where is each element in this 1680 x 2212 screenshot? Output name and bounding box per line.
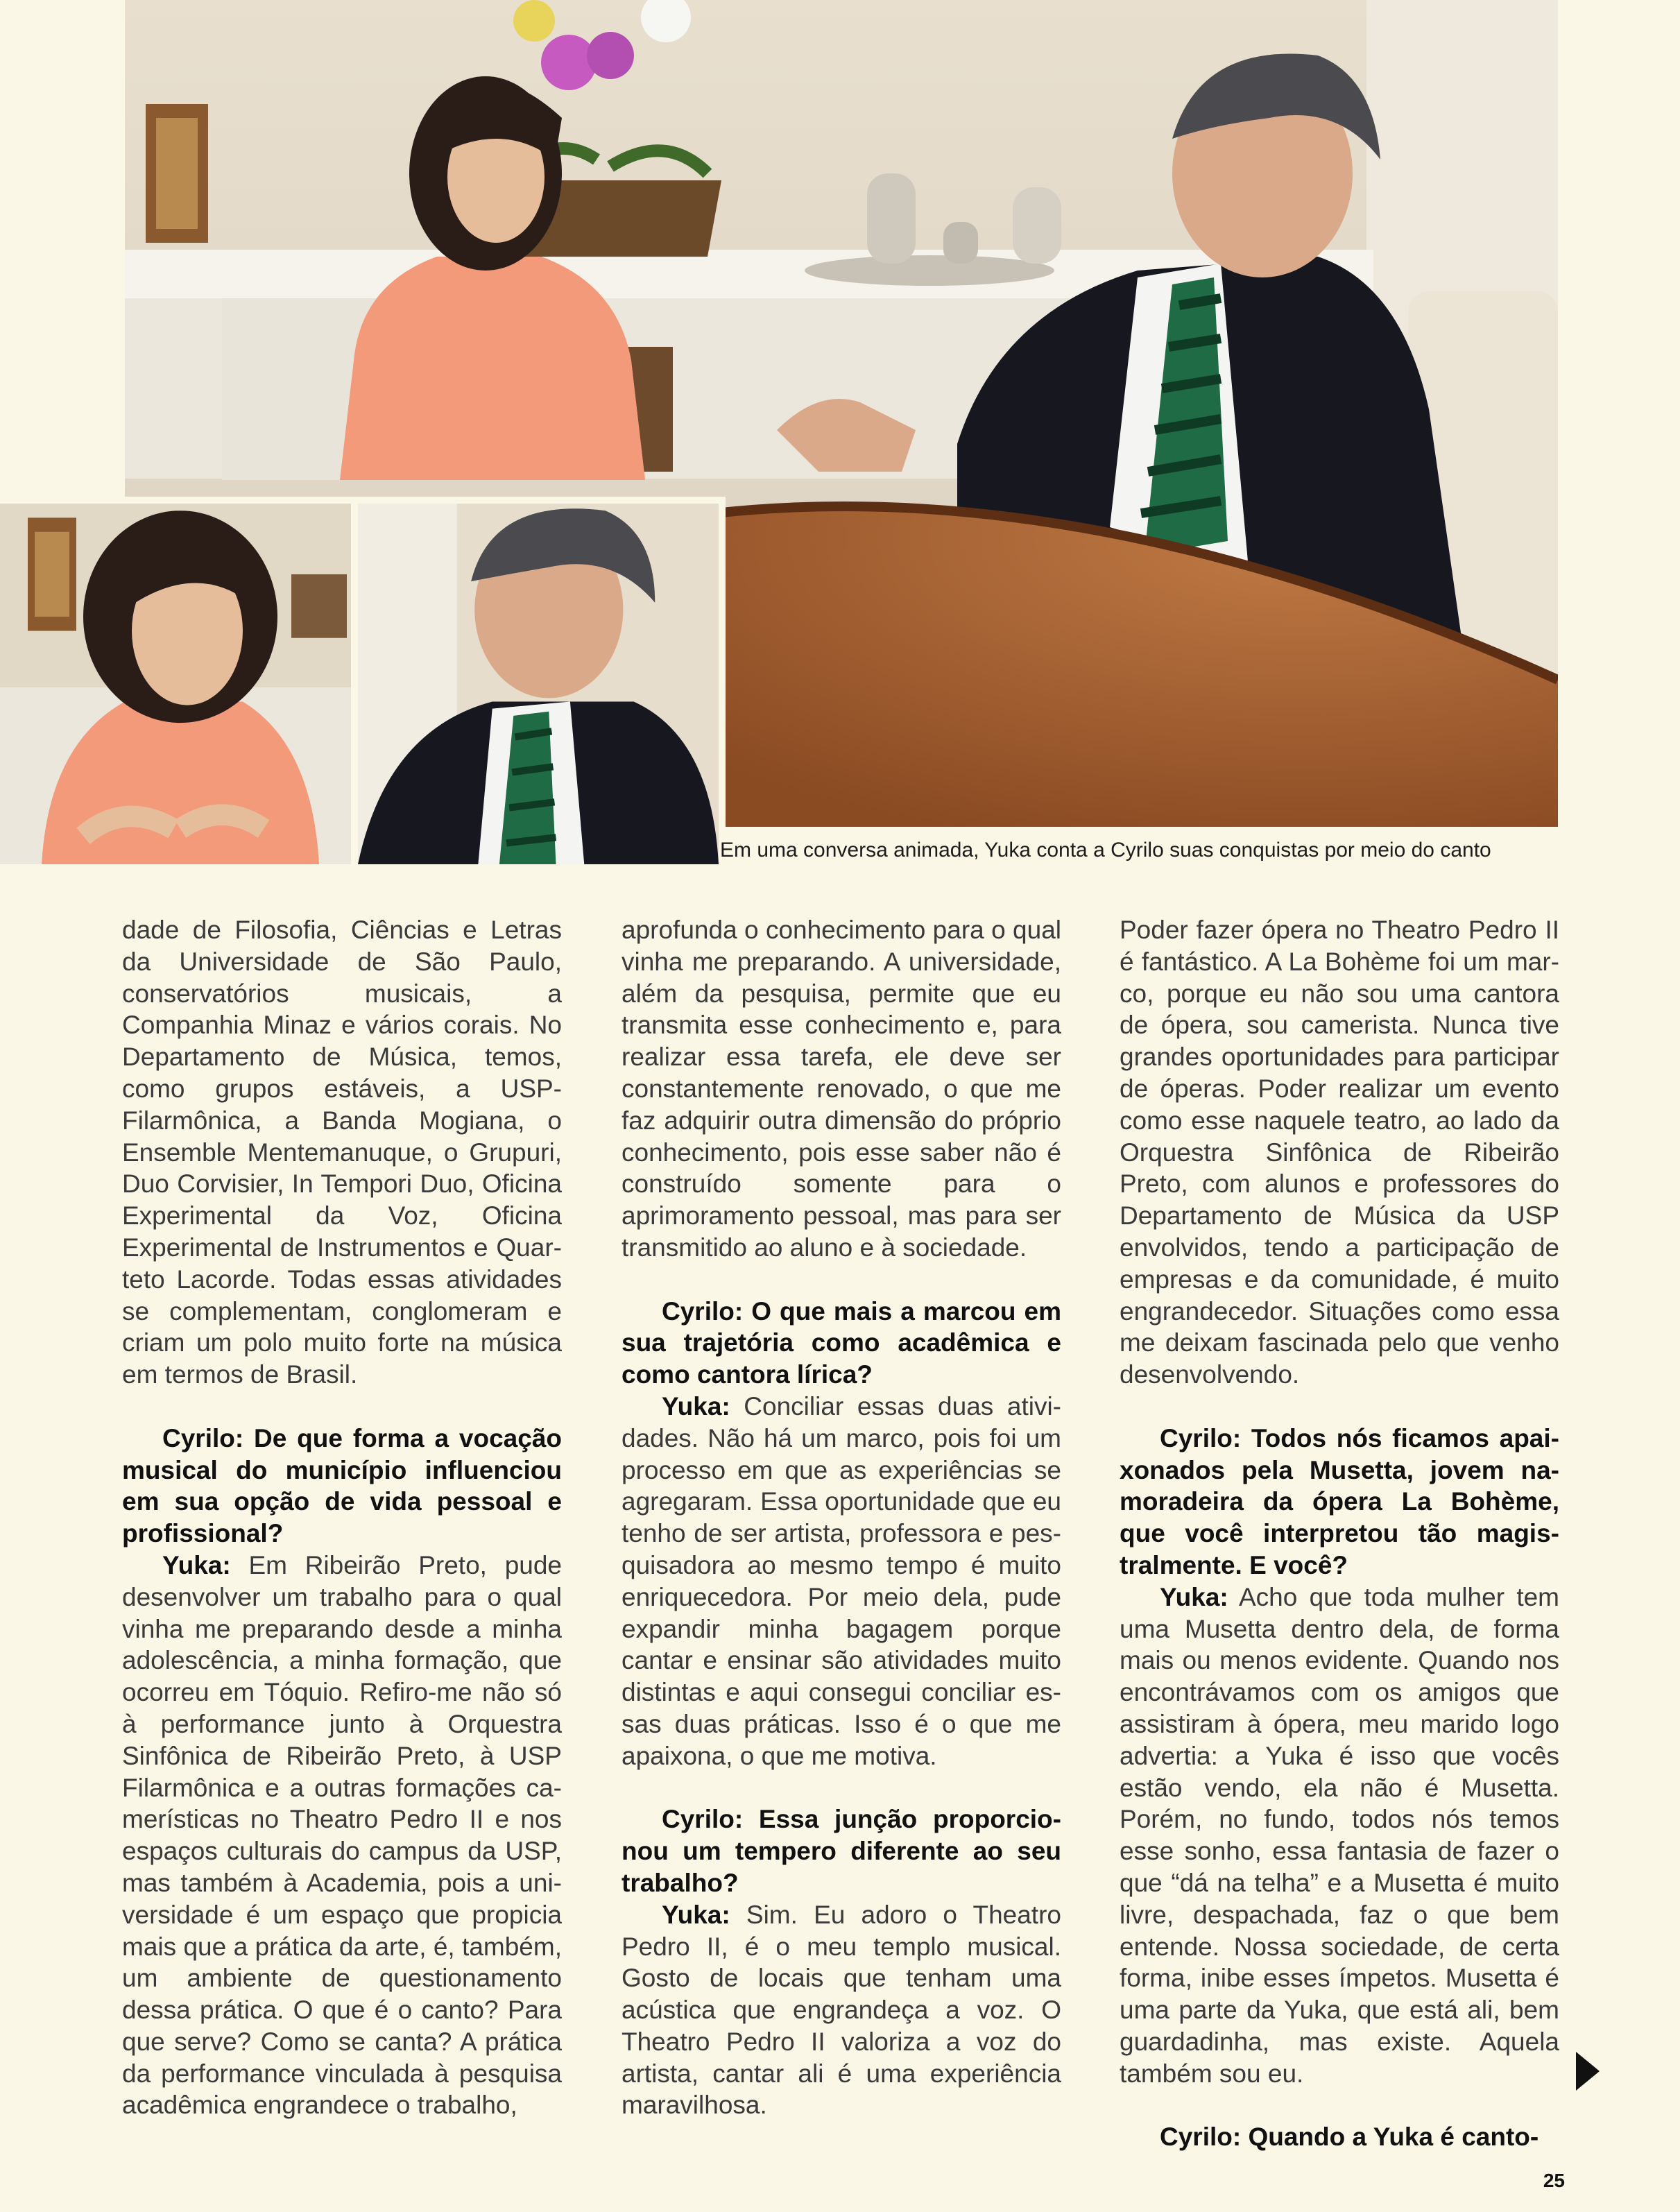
answer [622,1391,1061,1772]
speaker-label: Yuka: [1160,1582,1228,1611]
question: Cyrilo: Quando a Yuka é canto- [1160,2123,1539,2152]
question: Cyrilo: Essa junção proporcionou um tempero diferente ao seu trabalho? [622,1805,1061,1897]
paragraph: aprofunda o conhecimento para o qual vinha me preparando. A universidade, além da pesquisa, permite que eu transmita esse conhecimento e, para realizar essa tarefa, ele deve ser constantemente renovado, o que me faz adquirir outra dimensão do próprio conhecimento, pois esse saber não é construído somente para o aprimoramento pessoal, mas para ser transmitido ao aluno e à sociedade. [622,916,1061,1262]
article-column-1 [122,914,562,2121]
answer [1120,1581,1559,2090]
photo-caption: Em uma conversa animada, Yuka conta a Cyrilo suas conquistas por meio do canto [720,839,1491,861]
paragraph: Poder fazer ópera no Theatro Pedro II é fantástico. A La Bohème foi um marco, porque eu não sou uma cantora de ópera, sou camerista. Nunca tive grandes oportunidades para participar de óperas. Poder realizar um evento como esse naquele teatro, ao lado da Orquestra Sinfônica de Ribeirão Preto, com alunos e professores do Departamento de Música da USP envolvidos, tendo a participação de empresas e da comunidade, é muito engrandecedor. Situações como essa me deixam fascinada pelo que venho desenvolvendo. [1120,916,1559,1389]
article-column-2 [622,914,1061,2121]
answer-text: Em Ribeirão Preto, pude desenvolver um trabalho para o qual vinha me preparando desde a minha adolescência, a minha formação, que ocorreu em Tóquio. Refiro-me não só à performance junto à Orquestra Sinfônica de Ribeirão Preto, à USP Filarmônica e a outras formações camerísticas no Theatro Pedro II e nos espaços culturais do campus da USP, mas também à Academia, pois a universidade é um espaço que propicia mais que a prática da arte, é, também, um ambiente de questionamento dessa prática. O que é o canto? Para que serve? Como se canta? A prática da performance vinculada à pesquisa acadêmica engrandece o trabalho, [122,1550,562,2120]
article-column-3 [1120,914,1559,2153]
question: Cyrilo: De que forma a vocação musical do município influenciou em sua opção de vida pessoal e profissional? [122,1423,562,1548]
answer-text: Sim. Eu adoro o Theatro Pedro II, é o meu templo musical. Gosto de locais que tenham uma acústica que engrandeça a voz. O Theatro Pedro II valoriza a voz do artista, cantar ali é uma experiência maravilhosa. [622,1900,1061,2120]
page-number: 25 [1543,2170,1565,2191]
answer [122,1550,562,2121]
speaker-label: Yuka: [662,1391,730,1421]
question: Cyrilo: O que mais a marcou em sua trajetória como acadêmica e como cantora lírica? [622,1296,1061,1389]
speaker-label: Yuka: [162,1550,231,1579]
photo-cyrilo [358,497,726,864]
answer [622,1899,1061,2122]
paragraph: dade de Filosofia, Ciências e Letras da Universidade de São Paulo, conservatórios musicais, a Companhia Minaz e vários corais. No Departamento de Música, temos, como grupos estáveis, a USP-Filarmônica, a Banda Mogiana, o Ensemble Mentemanuque, o Grupuri, Duo Corvisier, In Tempori Duo, Oficina Experimental da Voz, Oficina Experimental de Instrumentos e Quarteto Lacorde. Todas essas atividades se complementam, conglomeram e criam um polo muito forte na música em termos de Brasil. [122,916,562,1389]
photo-yuka [0,497,358,864]
answer-text: Conciliar essas duas atividades. Não há um marco, pois foi um processo em que as experiências se agregaram. Essa oportunidade que eu tenho de ser artista, professora e pesquisadora ao mesmo tempo é muito enriquecedora. Por meio dela, pude expandir minha bagagem porque cantar e ensinar são atividades muito distintas e aqui consegui conciliar essas duas práticas. Isso é o que me apaixona, o que me motiva. [622,1391,1061,1770]
speaker-label: Yuka: [662,1900,730,1929]
triangle-right-icon [1576,2052,1600,2091]
question: Cyrilo: Todos nós ficamos apaixonados pela Musetta, jovem namoradeira da ópera La Bohème, que você interpretou tão magistralmente. E você? [1120,1423,1559,1579]
answer-text: Acho que toda mulher tem uma Musetta dentro dela, de forma mais ou menos evidente. Quando nos encontrávamos com os amigos que assistiram à ópera, meu marido logo advertia: a Yuka é isso que vocês estão vendo, ela não é Musetta. Porém, no fundo, todos nós temos esse sonho, essa fantasia de fazer o que “dá na telha” e a Musetta é muito livre, despachada, faz o que bem entende. Nossa sociedade, de certa forma, inibe esses ímpetos. Musetta é uma parte da Yuka, que está ali, bem guardadinha, mas existe. Aquela também sou eu. [1120,1582,1559,2088]
